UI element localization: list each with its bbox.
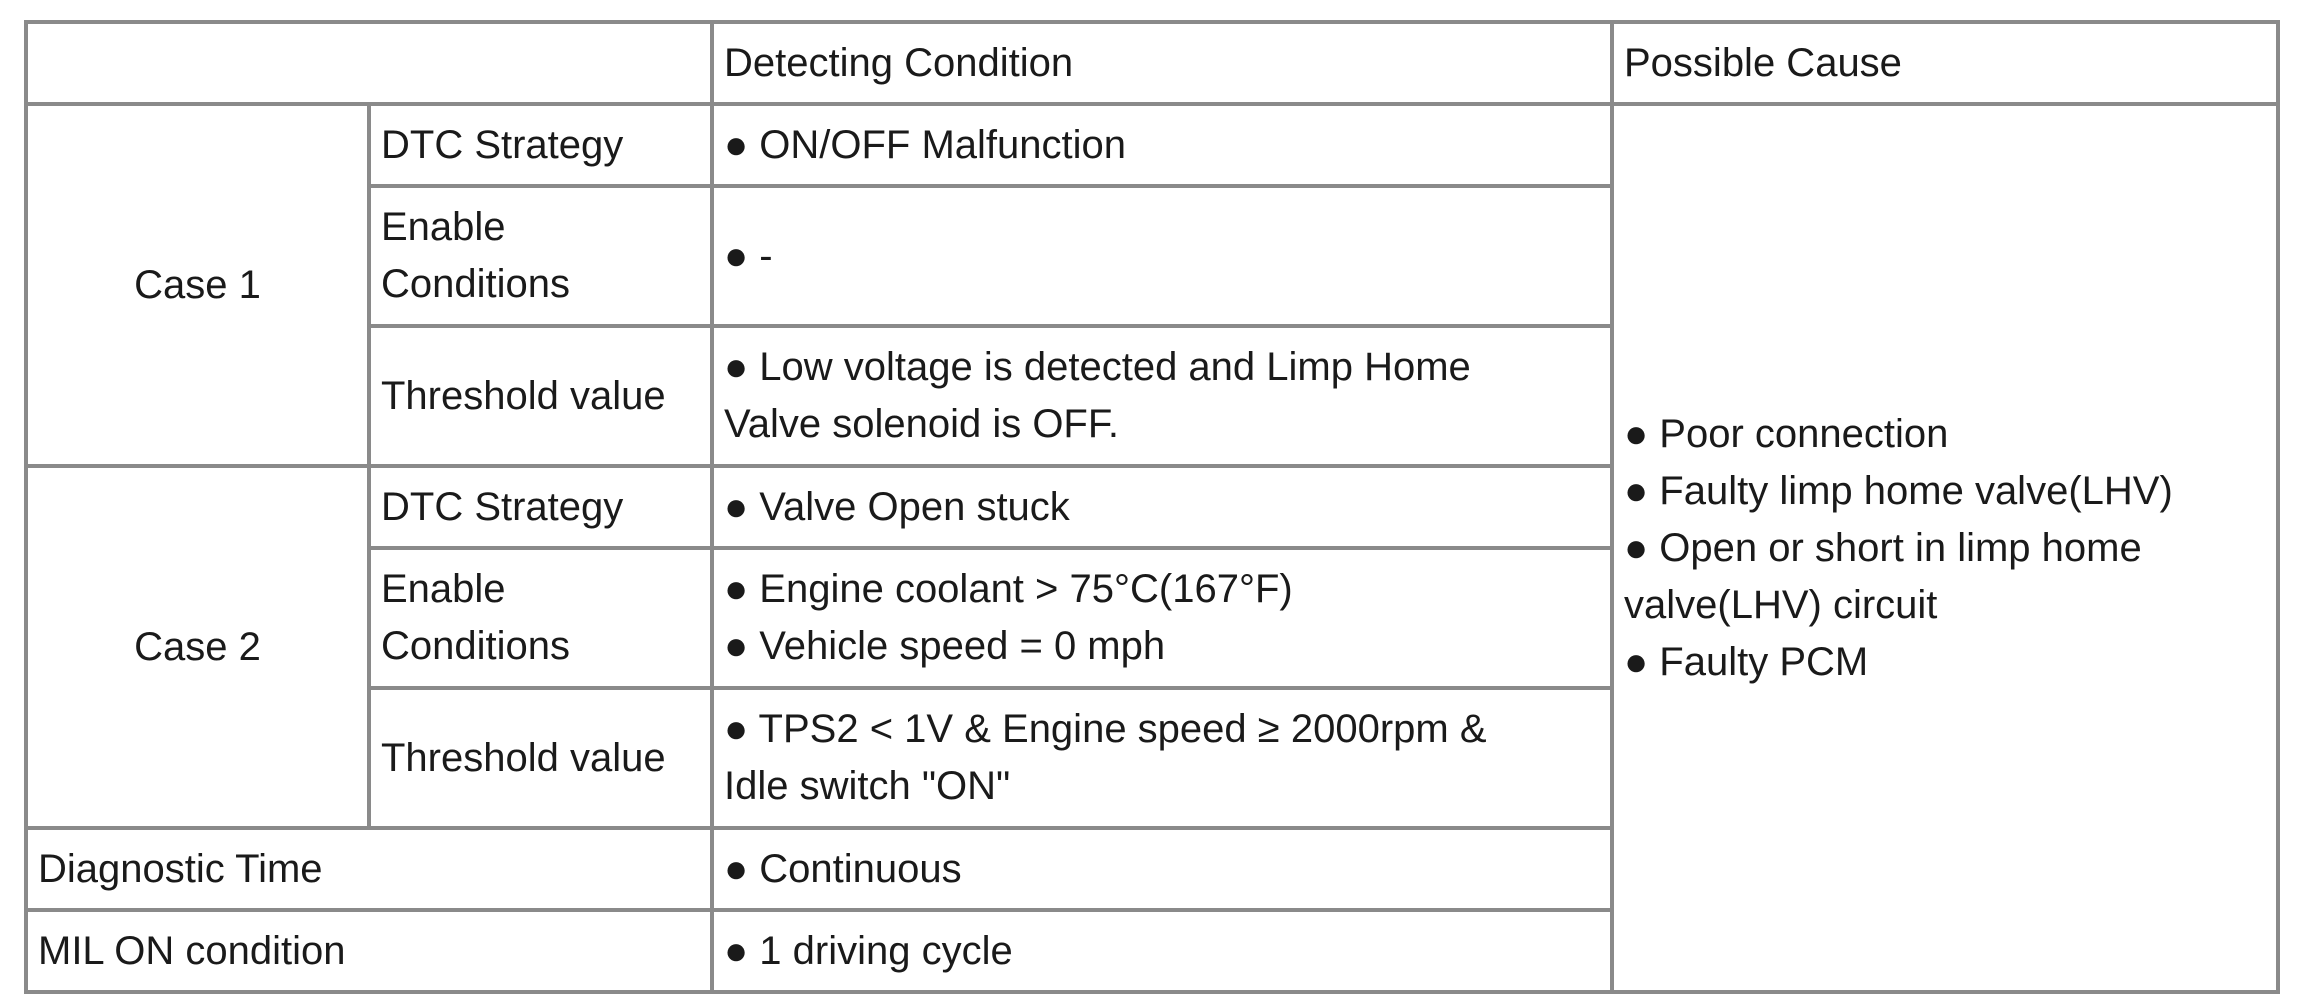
diagnostic-time-label: Diagnostic Time (26, 828, 712, 910)
case1-label: Case 1 (26, 104, 369, 466)
dtc-table (24, 20, 2280, 994)
case2-dtc-strategy-label: DTC Strategy (369, 466, 712, 548)
case2-threshold-line-1: ● TPS2 < 1V & Engine speed ≥ 2000rpm & (724, 707, 1487, 751)
header-possible-cause: Possible Cause (1612, 22, 2278, 104)
case2-threshold-line-2: Idle switch "ON" (724, 764, 1011, 808)
case2-dtc-strategy-value: ● Valve Open stuck (712, 466, 1612, 548)
case2-enable-label (369, 548, 712, 688)
case2-threshold-value (712, 688, 1612, 828)
header-detecting-condition: Detecting Condition (712, 22, 1612, 104)
possible-cause-line-1: ● Poor connection (1624, 411, 1949, 456)
case1-threshold-label: Threshold value (369, 326, 712, 466)
case1-threshold-line-1: ● Low voltage is detected and Limp Home (724, 345, 1471, 389)
case1-dtc-strategy-value: ● ON/OFF Malfunction (712, 104, 1612, 186)
diagnostic-time-value: ● Continuous (712, 828, 1612, 910)
case1-dtc-strategy-label: DTC Strategy (369, 104, 712, 186)
header-row (26, 22, 2278, 104)
possible-cause-line-4: valve(LHV) circuit (1624, 582, 1938, 627)
case2-threshold-label: Threshold value (369, 688, 712, 828)
case1-enable-label-line-1: Enable (381, 205, 506, 249)
case2-label: Case 2 (26, 466, 369, 828)
possible-cause-line-3: ● Open or short in limp home (1624, 525, 2142, 570)
case2-enable-label-line-1: Enable (381, 567, 506, 611)
possible-cause-line-5: ● Faulty PCM (1624, 639, 1869, 684)
possible-cause-line-2: ● Faulty limp home valve(LHV) (1624, 468, 2173, 513)
header-empty-cell (26, 22, 712, 104)
case1-threshold-value (712, 326, 1612, 466)
case2-enable-value (712, 548, 1612, 688)
case1-enable-label (369, 186, 712, 326)
case1-dtc-strategy-row (26, 104, 2278, 186)
case2-enable-label-line-2: Conditions (381, 624, 571, 668)
mil-on-value: ● 1 driving cycle (712, 910, 1612, 992)
case2-enable-line-1: ● Engine coolant > 75°C(167°F) (724, 567, 1293, 611)
case1-enable-value: ● - (712, 186, 1612, 326)
case1-threshold-line-2: Valve solenoid is OFF. (724, 402, 1119, 446)
possible-cause-cell (1612, 104, 2278, 992)
case2-enable-line-2: ● Vehicle speed = 0 mph (724, 624, 1166, 668)
mil-on-label: MIL ON condition (26, 910, 712, 992)
case1-enable-label-line-2: Conditions (381, 262, 571, 306)
